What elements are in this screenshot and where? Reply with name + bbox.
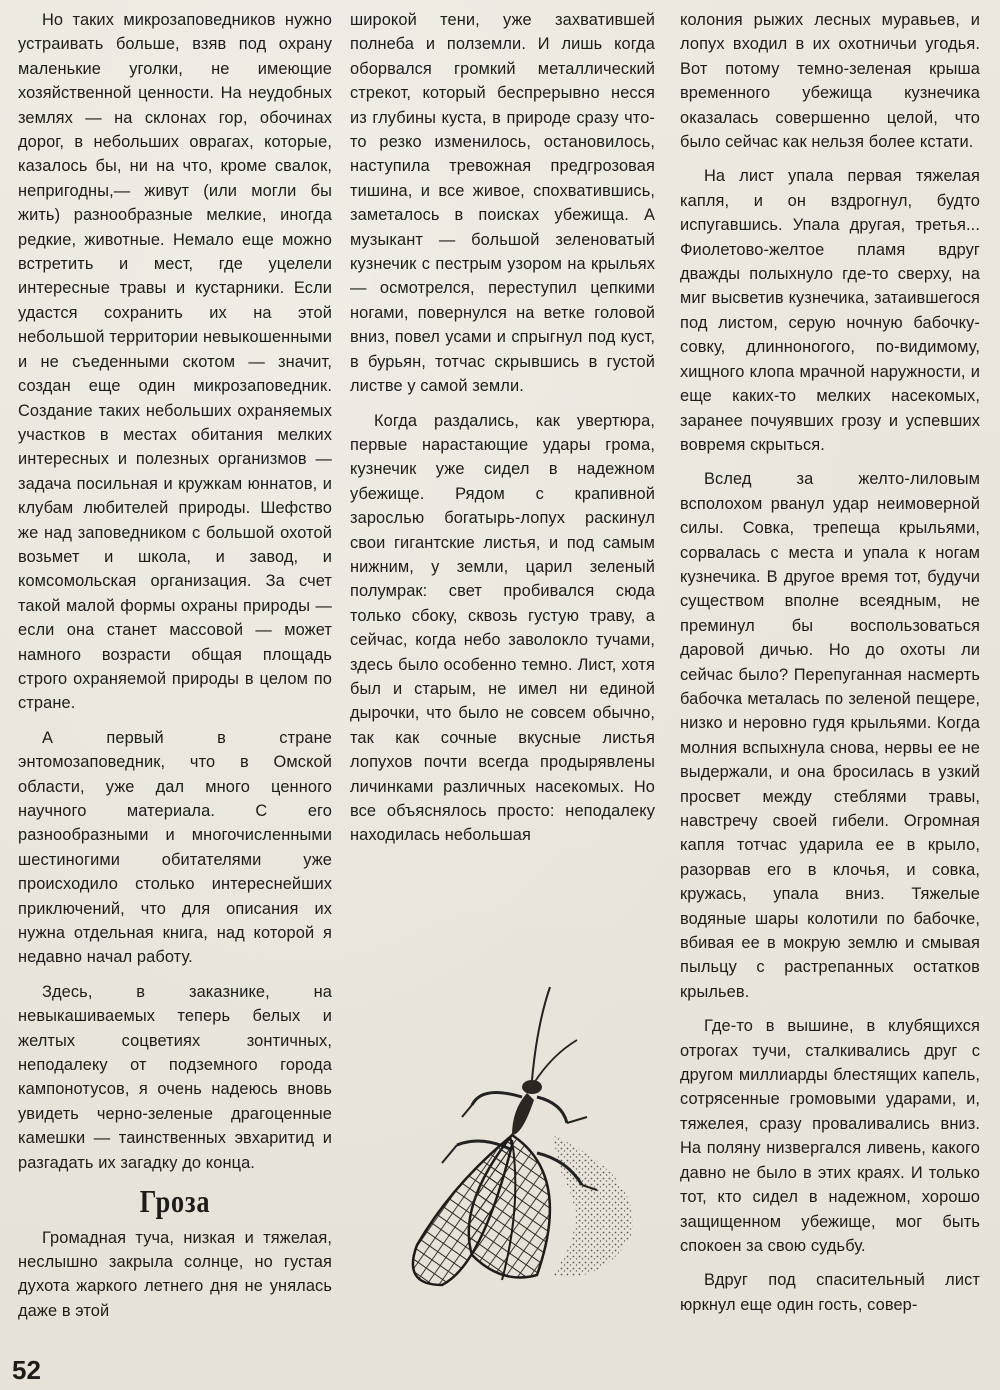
- paragraph: Вдруг под спасительный лист юркнул еще один гость, совер-: [680, 1271, 980, 1314]
- text-column-1: [18, 8, 332, 1333]
- paragraph: На лист упала первая тяжелая капля, и он вздрогнул, будто испугавшись. Упала другая, третья... Фиолетово-желтое пламя вдруг дважды полыхнуло где-то сверху, на миг высветив кузнечика, затаившегося под листом, серую ночную бабочку-совку, длинноногого, по-видимому, хищного клопа мрачной наружности, и еще каких-то мелких насекомых, заранее почуявших грозу и успевших вовремя скрыться.: [680, 167, 980, 454]
- paragraph: колония рыжих лесных муравьев, и лопух входил в их охотничьи угодья. Вот потому темно-зеленая крыша временного убежища кузнечика оказалась совершенно целой, что было сейчас как нельзя более кстати.: [680, 11, 980, 152]
- paragraph: широкой тени, уже захватившей полнеба и полземли. И лишь когда оборвался громкий металлический стрекот, который беспрерывно несся из глубины куста, в природе сразу что-то резко изменилось, остановилось, наступила тревожная предгрозовая тишина, и все живое, спохватившись, заметалось в поисках убежища. А музыкант — большой зеленоватый кузнечик с пестрым узором на крыльях — осмотрелся, переступил цепкими ногами, повернулся на ветке головой вниз, повел усами и спрыгнул под куст, в бурьян, тотчас скрывшись в густой листве у самой земли.: [350, 11, 655, 396]
- section-heading: Гроза: [139, 1183, 211, 1220]
- paragraph: Но таких микрозаповедников нужно устраивать больше, взяв под охрану маленькие уголки, не имеющие хозяйственной ценности. На неудобных землях — на склонах гор, обочинах дорог, в небольших оврагах, которые, казалось бы, ни на что, кроме свалок, непригодны,— живут (или могли бы жить) разнообразные мелкие, иногда редкие, животные. Немало еще можно встретить и мест, где уцелели интересные травы и кустарники. Если удастся сохранить их на этой небольшой территории невыкошенными и не съеденными скотом — значит, создан еще один микрозаповедник. Создание таких небольших охраняемых участков в местах обитания мелких интересных и полезных организмов — задача посильная и кружкам юннатов, и клубам любителей природы. Шефство же над заповедником с большой охотой возьмет и школа, и завод, и комсомольская организация. За счет такой малой формы охраны природы — если она станет массовой — может намного возрасти общая площадь строго охраняемой природы в целом по стране.: [18, 11, 332, 713]
- text-column-3: [680, 8, 980, 1327]
- paragraph: Когда раздались, как увертюра, первые нарастающие удары грома, кузнечик уже сидел в надежном убежище. Рядом с крапивной зарослью богатырь-лопух раскинул свои гигантские листья, и под самым нижним, у земли, царил зеленый полумрак: свет пробивался сюда только сбоку, сквозь густую траву, а сейчас, когда небо заволокло тучами, здесь было особенно темно. Лист, хотя был и старым, не имел ни единой дырочки, что было не совсем обычно, так как сочные вкусные листья лопухов почти всегда продырявлены личинками различных насекомых. Но все объяснялось просто: неподалеку находилась небольшая: [350, 411, 655, 845]
- paragraph: Громадная туча, низкая и тяжелая, неслышно закрыла солнце, но густая духота жаркого летнего дня не унялась даже в этой: [18, 1228, 332, 1320]
- paragraph: Где-то в вышине, в клубящихся отрогах тучи, сталкивались друг с другом миллиарды блестящих капель, сотрясенные громовыми ударами, и, тяжелея, сразу проваливались вниз. На поляну низвергался ливень, какого давно не было в этих краях. И только тот, кто сидел в надежном, хорошо защищенном убежище, мог быть спокоен за свою судьбу.: [680, 1017, 980, 1255]
- insect-illustration: [362, 985, 662, 1305]
- paragraph: Здесь, в заказнике, на невыкашиваемых теперь белых и желтых соцветиях зонтичных, неподалеку от подземного города кампонотусов, я очень надеюсь вновь увидеть черно-зеленые драгоценные камешки — таинственных эвхаритид и разгадать их загадку до конца.: [18, 982, 332, 1172]
- text-column-2: [350, 8, 655, 858]
- paragraph: Вслед за желто-лиловым всполохом рванул удар неимоверной силы. Совка, трепеща крыльями, сорвалась с места и упала к ногам кузнечика. В другое время тот, будучи существом вполне всеядным, не преминул бы воспользоваться даровой дичью. Но до охоты ли сейчас было? Перепуганная насмерть бабочка металась по зеленой пещере, низко и неровно гудя крыльями. Когда молния вспыхнула снова, нервы ее не выдержали, и она бросилась в узкий просвет между стеблями травы, навстречу своей гибели. Огромная капля тотчас ударила ее в крыло, разорвав его в клочья, и совка, кружась, упала вниз. Тяжелые водяные шары колотили по бабочке, вбивая ее в мокрую землю и смывая пыльцу с растрепанных остатков крыльев.: [680, 470, 980, 1001]
- paragraph: А первый в стране энтомозаповедник, что в Омской области, уже дал много ценного научного материала. С его разнообразными и многочисленными шестиногими обитателями уже происходило столько интереснейших приключений, что для описания их нужна отдельная книга, над которой я недавно начал работу.: [18, 728, 332, 967]
- page-number: 52: [12, 1355, 41, 1385]
